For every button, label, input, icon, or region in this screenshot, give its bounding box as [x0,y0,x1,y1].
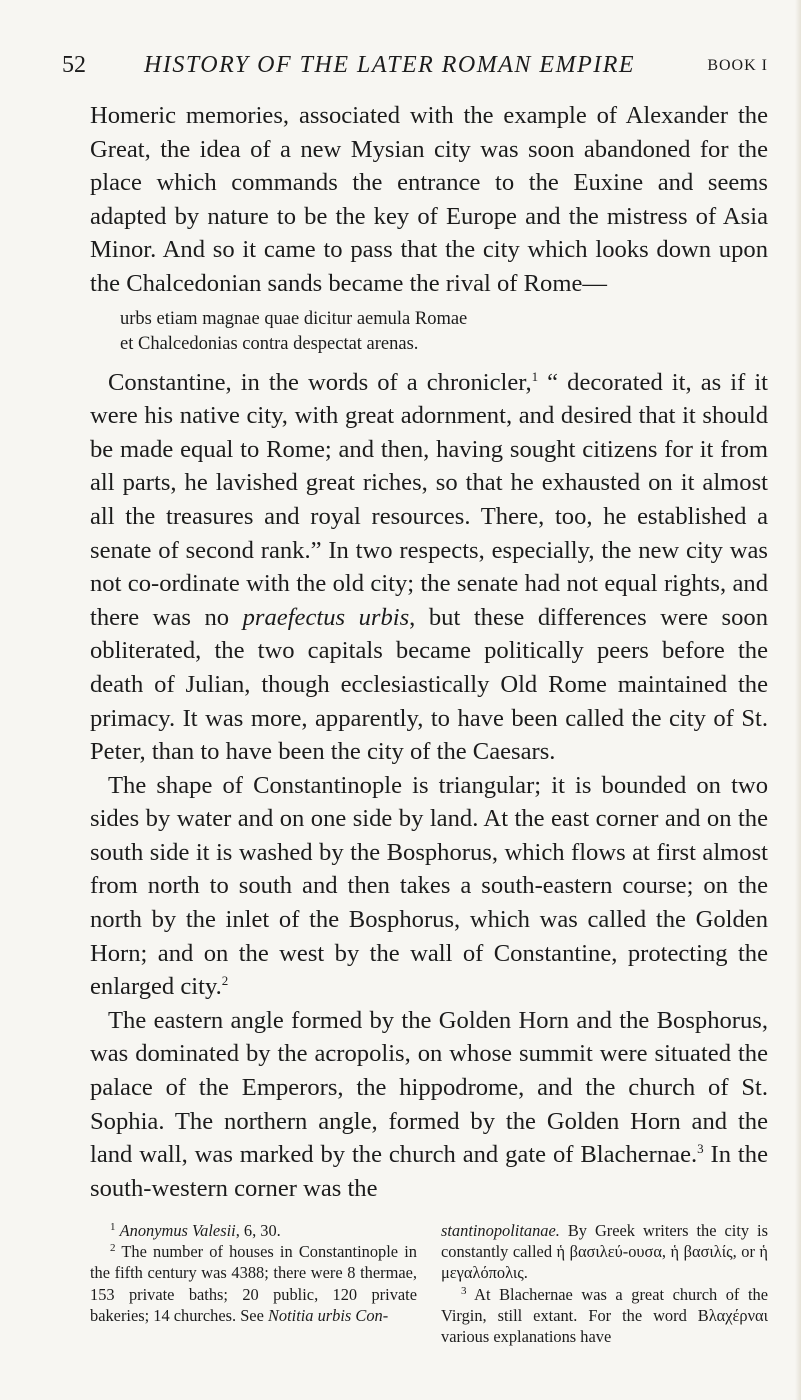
footnote-2 [90,1241,417,1326]
footnotes-right-column [441,1220,768,1347]
footnote-ref-3[interactable]: 3 [697,1141,704,1157]
footnote-2-cont-text: By Greek writers the city is constantly called ἡ βασιλεύ-ουσα, ἡ βασιλίς, or ἡ μεγαλόπολις. [441,1221,768,1283]
paragraph-2-text-a: Constantine, in the words of a chronicler, [108,368,532,396]
running-title: HISTORY OF THE LATER ROMAN EMPIRE [144,52,636,78]
footnote-1 [90,1220,417,1241]
paragraph-4-tail: In the south-western corner was the [90,1141,768,1202]
paragraph-2-italic: praefectus urbis [242,603,410,631]
footnote-2-continued [441,1220,768,1284]
footnote-1-number: 1 [110,1221,116,1233]
footnote-1-text: , 6, 30. [235,1221,281,1240]
verse-line-1: urbs etiam magnae quae dicitur aemula Romae [120,308,468,329]
page-number: 52 [62,52,86,78]
footnote-2-italic: Notitia urbis Con- [267,1305,389,1325]
paragraph-2 [90,366,768,769]
footnote-3 [441,1284,768,1348]
running-header [62,52,768,86]
footnote-1-italic: Anonymus Valesii [119,1221,236,1240]
paragraph-2-text-b: “ decorated it, as if it were his native city, with great adornment, and desired that it should be made equal to Rome; and then, having sought citizens for it from all parts, he lavished great riches, so that he exhausted on it almost all the treasures and royal resources. There, too, he established a senate of second rank.” In two respects, especially, the new city was not co-ordinate with the old city; the senate had not equal rights, and there was no [90,368,769,631]
latin-quotation [120,307,768,357]
paragraph-3-text: The shape of Constantinople is triangular; it is bounded on two sides by water and on one side by land. At the east corner and on the south side it is washed by the Bosphorus, which flows at first almost from north to south and then takes a south-eastern course; on the north by the inlet of the Bosphorus, which was called the Golden Horn; and on the west by the wall of Constantine, protecting the enlarged city. [90,771,768,1001]
paragraph-2-text-c: , but these differences were soon obliterated, the two capitals became politically peers before the death of Julian, though ecclesiastically Old Rome maintained the primacy. It was more, apparently, to have been called the city of St. Peter, than to have been the city of the Caesars. [90,603,768,766]
verse-line-2: et Chalcedonias contra despectat arenas. [120,333,419,354]
footnote-3-number: 3 [461,1284,467,1297]
footnote-2-number: 2 [110,1242,116,1255]
footnote-ref-2[interactable]: 2 [221,973,229,989]
footnotes-left-column [90,1220,417,1326]
footnote-2-cont-italic: stantinopolitanae. [441,1221,560,1240]
book-label: BOOK I [707,57,768,74]
page-edge [795,0,801,1400]
main-text [90,99,768,1205]
footnote-3-text: At Blachernae was a great church of the Virgin, still extant. For the word Βλαχέρναι various explanations have [441,1284,768,1347]
footnote-ref-1[interactable]: 1 [531,368,539,384]
paragraph-3 [90,769,768,1004]
paragraph-1: Homeric memories, associated with the example of Alexander the Great, the idea of a new Mysian city was soon abandoned for the place which commands the entrance to the Euxine and seems adapted by nature to be the key of Europe and the mistress of Asia Minor. And so it came to pass that the city which looks down upon the Chalcedonian sands became the rival of Rome— [90,102,768,297]
paragraph-4-text: The eastern angle formed by the Golden Horn and the Bosphorus, was dominated by the acropolis, on whose summit were situated the palace of the Emperors, the hippodrome, and the church of St. Sophia. The northern angle, formed by the Golden Horn and the land wall, was marked by the church and gate of Blachernae. [90,1006,768,1169]
footnote-2-text: The number of houses in Constantinople in the fifth century was 4388; there were 8 thermae, 153 private baths; 20 public, 120 private bakeries; 14 churches. See [90,1242,418,1325]
paragraph-4 [90,1004,768,1206]
